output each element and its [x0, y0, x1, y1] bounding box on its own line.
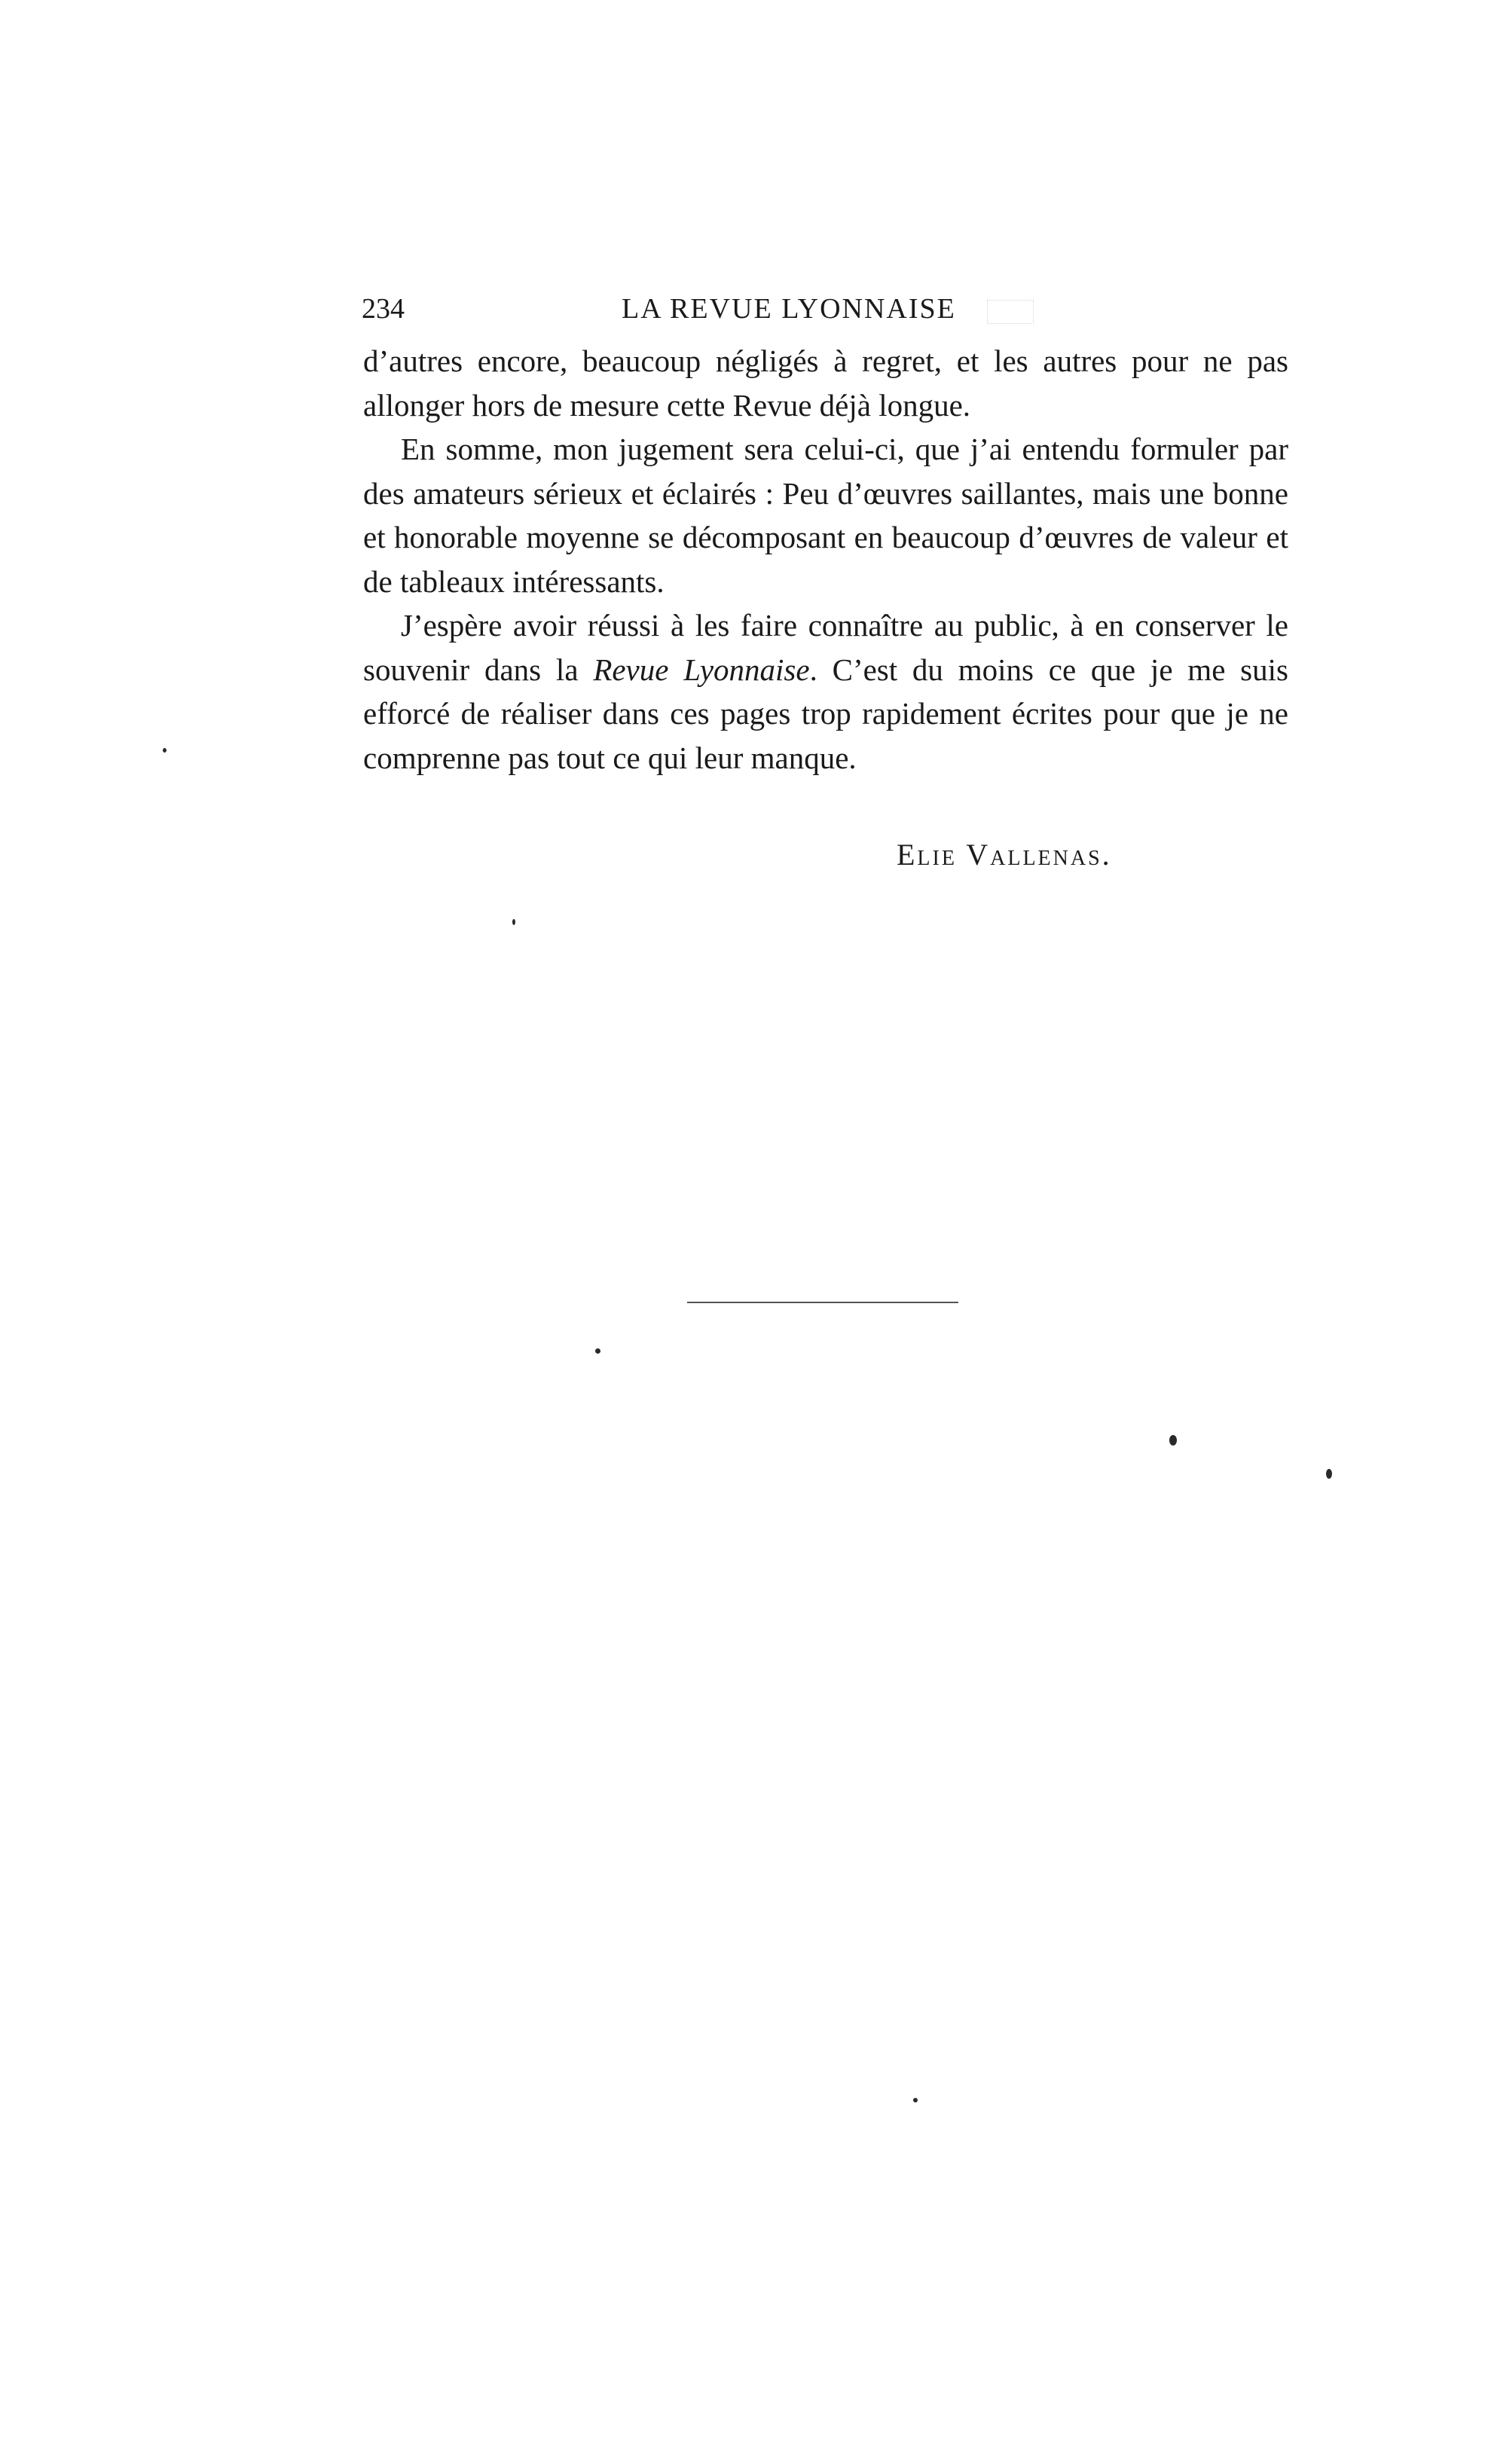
- ink-speck: [512, 919, 515, 925]
- section-rule: [687, 1302, 958, 1303]
- ink-speck: [595, 1348, 600, 1354]
- journal-title: LA REVUE LYONNAISE: [622, 293, 956, 325]
- body-text: [363, 339, 1288, 780]
- paragraph-3: [363, 603, 1288, 780]
- paragraph-3-end: . C’est du moins ce que je me suis efforcé de réaliser dans ces pages trop rapidement écrites pour que je ne comprenne pas tout ce qui leur manque.: [363, 652, 1288, 775]
- paragraph-3-start: J’espère avoir réussi à les faire connaître au public, à en conserver le souvenir dans la: [363, 608, 1288, 687]
- paragraph-1: d’autres encore, beaucoup négligés à regret, et les autres pour ne pas allonger hors de mesure cette Revue déjà longue.: [363, 343, 1288, 423]
- ink-speck: [163, 748, 167, 753]
- running-head: [362, 286, 1303, 331]
- ink-speck: [913, 2098, 918, 2102]
- page-number: 234: [362, 293, 405, 325]
- paragraph-2: En somme, mon jugement sera celui-ci, que j’ai entendu formuler par des amateurs sérieux et éclairés : Peu d’œuvres saillantes, mais une bonne et honorable moyenne se décomposant en beaucoup d’œuvres de valeur et de tableaux intéressants.: [363, 432, 1288, 599]
- ink-speck: [1326, 1469, 1332, 1479]
- library-stamp: [987, 300, 1034, 324]
- author-signature: Elie Vallenas.: [897, 838, 1112, 872]
- ink-speck: [1169, 1435, 1177, 1446]
- journal-name-italic: Revue Lyonnaise: [593, 652, 810, 687]
